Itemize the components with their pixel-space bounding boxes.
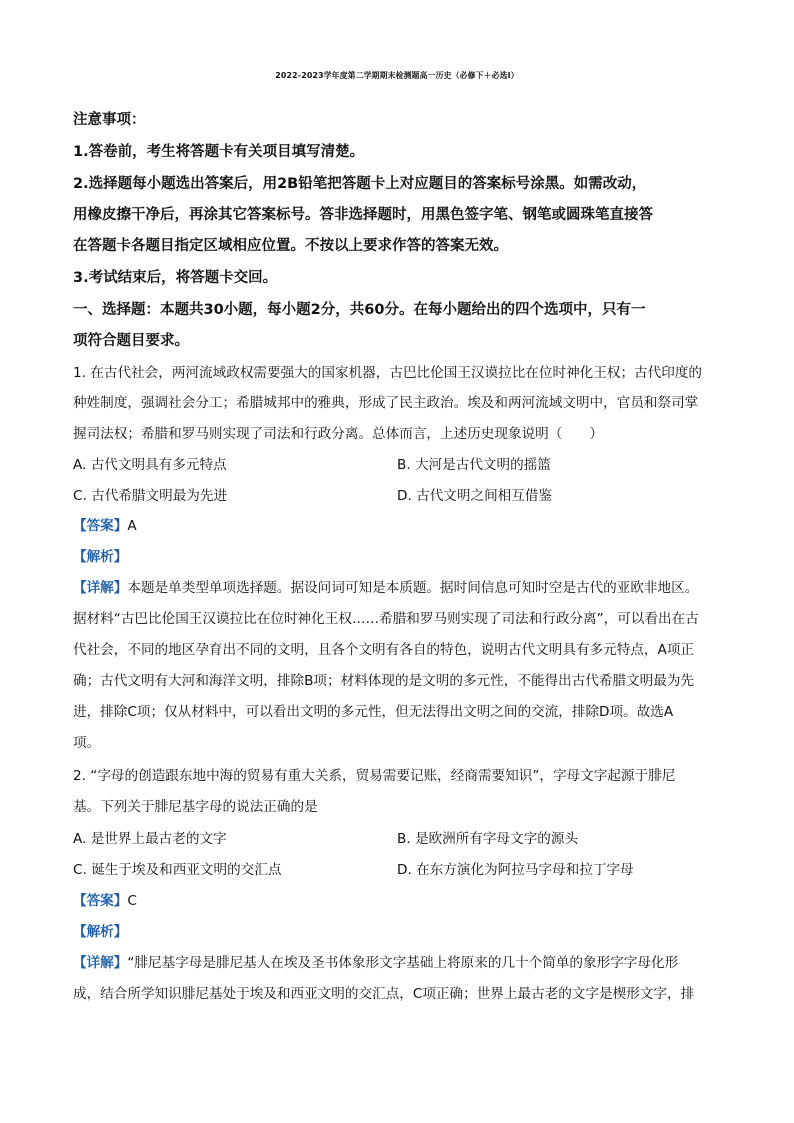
q1-stem: 1. 在古代社会，两河流域政权需要强大的国家机器，古巴比伦国王汉谟拉比在位时神化王权；古代印度的: [73, 365, 703, 381]
page-title: 2022-2023学年度第二学期期末检测题高一历史（必修下＋必选Ⅰ）: [275, 71, 519, 80]
q1-detail-text: 代社会，不同的地区孕育出不同的文明，且各个文明有各自的特色，说明古代文明具有多元特点，A项正: [73, 642, 695, 658]
q2-option-d: D. 在东方演化为阿拉马字母和拉丁字母: [397, 862, 634, 878]
q2-stem: 2. “字母的创造跟东地中海的贸易有重大关系，贸易需要记账，经商需要知识”，字母文字起源于腓尼: [73, 768, 676, 784]
q2-detail: [73, 951, 678, 971]
q1-detail: [73, 576, 698, 596]
notice-item: 用橡皮擦干净后，再涂其它答案标号。答非选择题时，用黑色签字笔、钢笔或圆珠笔直接答: [73, 207, 653, 223]
answer-tag: 【答案】: [73, 518, 128, 534]
answer-tag: 【答案】: [73, 893, 128, 909]
section-heading-cont: 项符合题目要求。: [73, 333, 189, 349]
q1-detail-text: 据材料“古巴比伦国王汉谟拉比在位时神化王权……希腊和罗马则实现了司法和行政分离”，可以看出在古: [73, 611, 699, 627]
notice-item: 1.答卷前，考生将答题卡有关项目填写清楚。: [73, 144, 365, 160]
q1-detail-text: 项。: [73, 735, 101, 751]
detail-text: 本题是单类型单项选择题。据设问词可知是本质题。据时间信息可知时空是古代的亚欧非地区。: [127, 580, 699, 596]
q1-detail-text: 进，排除C项；仅从材料中，可以看出文明的多元性，但无法得出文明之间的交流，排除D项。故选A: [73, 704, 674, 720]
q1-option-a: A. 古代文明具有多元特点: [73, 457, 227, 473]
notice-item: 2.选择题每小题选出答案后，用2B铅笔把答题卡上对应题目的答案标号涂黑。如需改动，: [73, 176, 647, 192]
notice-item: 3.考试结束后，将答题卡交回。: [73, 270, 278, 286]
answer-value: C: [127, 893, 137, 909]
analysis-tag: 【解析】: [73, 549, 128, 565]
q1-answer: [73, 514, 137, 534]
q1-detail-text: 确；古代文明有大河和海洋文明，排除B项；材料体现的是文明的多元性，不能得出古代希腊文明最为先: [73, 673, 695, 689]
analysis-tag: 【解析】: [73, 924, 128, 940]
section-heading: 一、选择题：本题共30小题，每小题2分，共60分。在每小题给出的四个选项中，只有一: [73, 302, 646, 318]
q2-analysis: [73, 920, 127, 940]
detail-tag: 【详解】: [73, 955, 128, 971]
q1-option-c: C. 古代希腊文明最为先进: [73, 488, 228, 504]
notice-item: 在答题卡各题目指定区域相应位置。不按以上要求作答的答案无效。: [73, 238, 508, 254]
q2-answer: [73, 889, 137, 909]
detail-tag: 【详解】: [73, 580, 128, 596]
q1-option-b: B. 大河是古代文明的摇篮: [397, 457, 551, 473]
q1-stem: 种姓制度，强调社会分工；希腊城邦中的雅典，形成了民主政治。埃及和两河流域文明中，官员和祭司掌: [73, 395, 699, 411]
q2-option-a: A. 是世界上最古老的文字: [73, 831, 227, 847]
q2-stem: 基。下列关于腓尼基字母的说法正确的是: [73, 799, 318, 815]
q1-stem: 握司法权；希腊和罗马则实现了司法和行政分离。总体而言，上述历史现象说明（ ）: [73, 426, 604, 442]
q2-option-c: C. 诞生于埃及和西亚文明的交汇点: [73, 862, 282, 878]
detail-text: “腓尼基字母是腓尼基人在埃及圣书体象形文字基础上将原来的几十个简单的象形字字母化形: [127, 955, 679, 971]
q2-detail-text: 成，结合所学知识腓尼基处于埃及和西亚文明的交汇点，C项正确；世界上最古老的文字是楔形文字，排: [73, 986, 695, 1002]
q2-option-b: B. 是欧洲所有字母文字的源头: [397, 831, 579, 847]
answer-value: A: [127, 518, 137, 534]
notice-heading: 注意事项：: [73, 112, 146, 128]
q1-analysis: [73, 545, 127, 565]
q1-option-d: D. 古代文明之间相互借鉴: [397, 488, 553, 504]
